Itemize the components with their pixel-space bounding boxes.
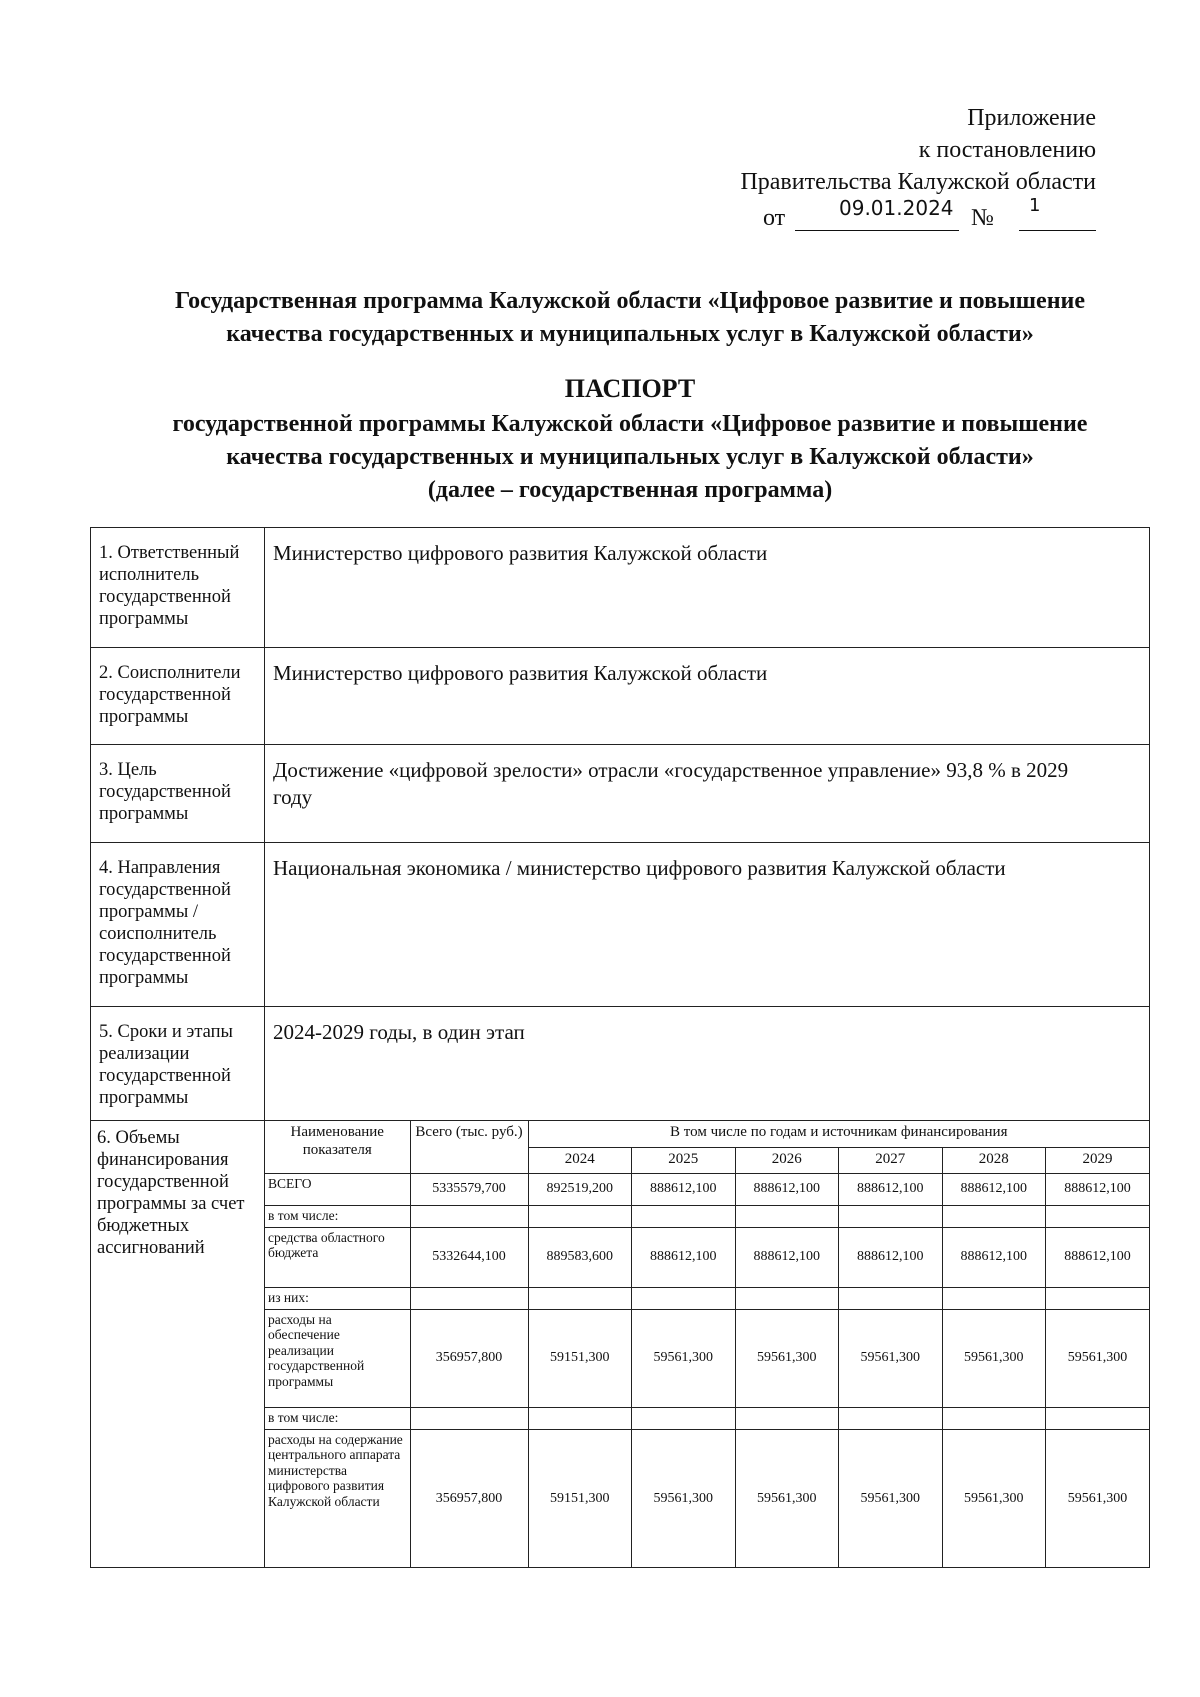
year-header: 2028 [942, 1147, 1046, 1173]
financing-value: 59561,300 [735, 1429, 839, 1567]
row-value-goal [265, 745, 1150, 843]
financing-value: 888612,100 [632, 1227, 736, 1287]
financing-total: 356957,800 [410, 1309, 528, 1407]
passport-title-line-3: (далее – государственная программа) [427, 477, 833, 503]
row-value-coexecutors: Министерство цифрового развития Калужской области [265, 648, 1150, 745]
passport-table [90, 527, 1150, 1568]
appendix-resolution: к постановлению [918, 137, 1096, 163]
goal-text: Достижение «цифровой зрелости» отрасли «государственное управление» 93,8 % в 2029 году [273, 758, 1069, 809]
financing-col-total: Всего (тыс. руб.) [410, 1121, 528, 1173]
financing-cell [265, 1121, 1150, 1568]
passport-row [91, 843, 1150, 1007]
financing-row-regional-budget [265, 1227, 1149, 1287]
from-label: от [763, 205, 786, 231]
financing-value: 888612,100 [1046, 1173, 1150, 1205]
financing-total: 356957,800 [410, 1429, 528, 1567]
passport-heading: ПАСПОРТ [564, 374, 696, 403]
financing-row-name: расходы на содержание центрального аппарата министерства цифрового развития Калужской области [265, 1429, 410, 1567]
financing-value: 888612,100 [735, 1227, 839, 1287]
program-title [100, 285, 1160, 351]
financing-value: 888612,100 [839, 1173, 943, 1205]
passport-row [91, 648, 1150, 745]
passport-title-line-2: качества государственных и муниципальных услуг в Калужской области» [226, 444, 1034, 470]
year-header: 2024 [528, 1147, 632, 1173]
financing-value: 59151,300 [528, 1309, 632, 1407]
passport-row [91, 1007, 1150, 1121]
financing-row-name: средства областного бюджета [265, 1227, 410, 1287]
financing-total: 5332644,100 [410, 1227, 528, 1287]
passport-row [91, 745, 1150, 843]
financing-value: 59561,300 [632, 1429, 736, 1567]
financing-col-name: Наименование показателя [265, 1121, 410, 1173]
financing-row-name: из них: [265, 1287, 410, 1309]
financing-value: 888612,100 [632, 1173, 736, 1205]
financing-value: 888612,100 [735, 1173, 839, 1205]
passport-row [91, 528, 1150, 648]
financing-value: 59561,300 [839, 1429, 943, 1567]
row-label-directions: 4. Направления государственной программы / соисполнитель государственной программы [91, 843, 265, 1007]
financing-value: 59151,300 [528, 1429, 632, 1567]
financing-value: 888612,100 [942, 1227, 1046, 1287]
financing-value: 889583,600 [528, 1227, 632, 1287]
financing-row-name: в том числе: [265, 1407, 410, 1429]
resolution-date: 09.01.2024 [839, 196, 954, 220]
passport-title-line-1: государственной программы Калужской области «Цифровое развитие и повышение [172, 411, 1088, 437]
row-label-coexecutors: 2. Соисполнители государственной программы [91, 648, 265, 745]
financing-value: 888612,100 [942, 1173, 1046, 1205]
financing-row-total [265, 1173, 1149, 1205]
row-value-terms: 2024-2029 годы, в один этап [265, 1007, 1150, 1121]
financing-value: 892519,200 [528, 1173, 632, 1205]
financing-value: 59561,300 [942, 1429, 1046, 1567]
passport-title-block [100, 372, 1160, 507]
row-label-goal: 3. Цель государственной программы [91, 745, 265, 843]
year-header: 2025 [632, 1147, 736, 1173]
financing-table [265, 1121, 1149, 1567]
financing-row-name: ВСЕГО [265, 1173, 410, 1205]
financing-value: 59561,300 [632, 1309, 736, 1407]
row-label-terms: 5. Сроки и этапы реализации государственной программы [91, 1007, 265, 1121]
row-label-financing: 6. Объемы финансирования государственной программы за счет бюджетных ассигнований [91, 1121, 265, 1568]
year-header: 2027 [839, 1147, 943, 1173]
row-value-responsible: Министерство цифрового развития Калужской области [265, 528, 1150, 648]
financing-value: 59561,300 [1046, 1309, 1150, 1407]
resolution-number: 1 [1029, 195, 1041, 216]
financing-row-subheader [265, 1407, 1149, 1429]
passport-row-financing [91, 1121, 1150, 1568]
program-title-line-1: Государственная программа Калужской области «Цифровое развитие и повышение [175, 288, 1085, 314]
financing-row-subheader [265, 1205, 1149, 1227]
appendix-title: Приложение [967, 105, 1096, 131]
year-header: 2029 [1046, 1147, 1150, 1173]
program-title-line-2: качества государственных и муниципальных услуг в Калужской области» [226, 321, 1034, 347]
financing-value: 59561,300 [839, 1309, 943, 1407]
financing-col-group: В том числе по годам и источникам финансирования [528, 1121, 1149, 1147]
financing-row-name: в том числе: [265, 1205, 410, 1227]
financing-value: 59561,300 [1046, 1429, 1150, 1567]
number-label: № [971, 205, 994, 231]
financing-value: 59561,300 [735, 1309, 839, 1407]
financing-total: 5335579,700 [410, 1173, 528, 1205]
year-header: 2026 [735, 1147, 839, 1173]
financing-row-program-support [265, 1309, 1149, 1407]
resolution-date-line [763, 195, 1096, 234]
financing-row-central-apparatus [265, 1429, 1149, 1567]
appendix-block [740, 102, 1096, 234]
financing-row-subheader [265, 1287, 1149, 1309]
row-label-responsible: 1. Ответственный исполнитель государственной программы [91, 528, 265, 648]
financing-value: 888612,100 [1046, 1227, 1150, 1287]
financing-value: 888612,100 [839, 1227, 943, 1287]
row-value-directions: Национальная экономика / министерство цифрового развития Калужской области [265, 843, 1150, 1007]
appendix-government: Правительства Калужской области [740, 169, 1096, 195]
financing-row-name: расходы на обеспечение реализации государственной программы [265, 1309, 410, 1407]
financing-value: 59561,300 [942, 1309, 1046, 1407]
